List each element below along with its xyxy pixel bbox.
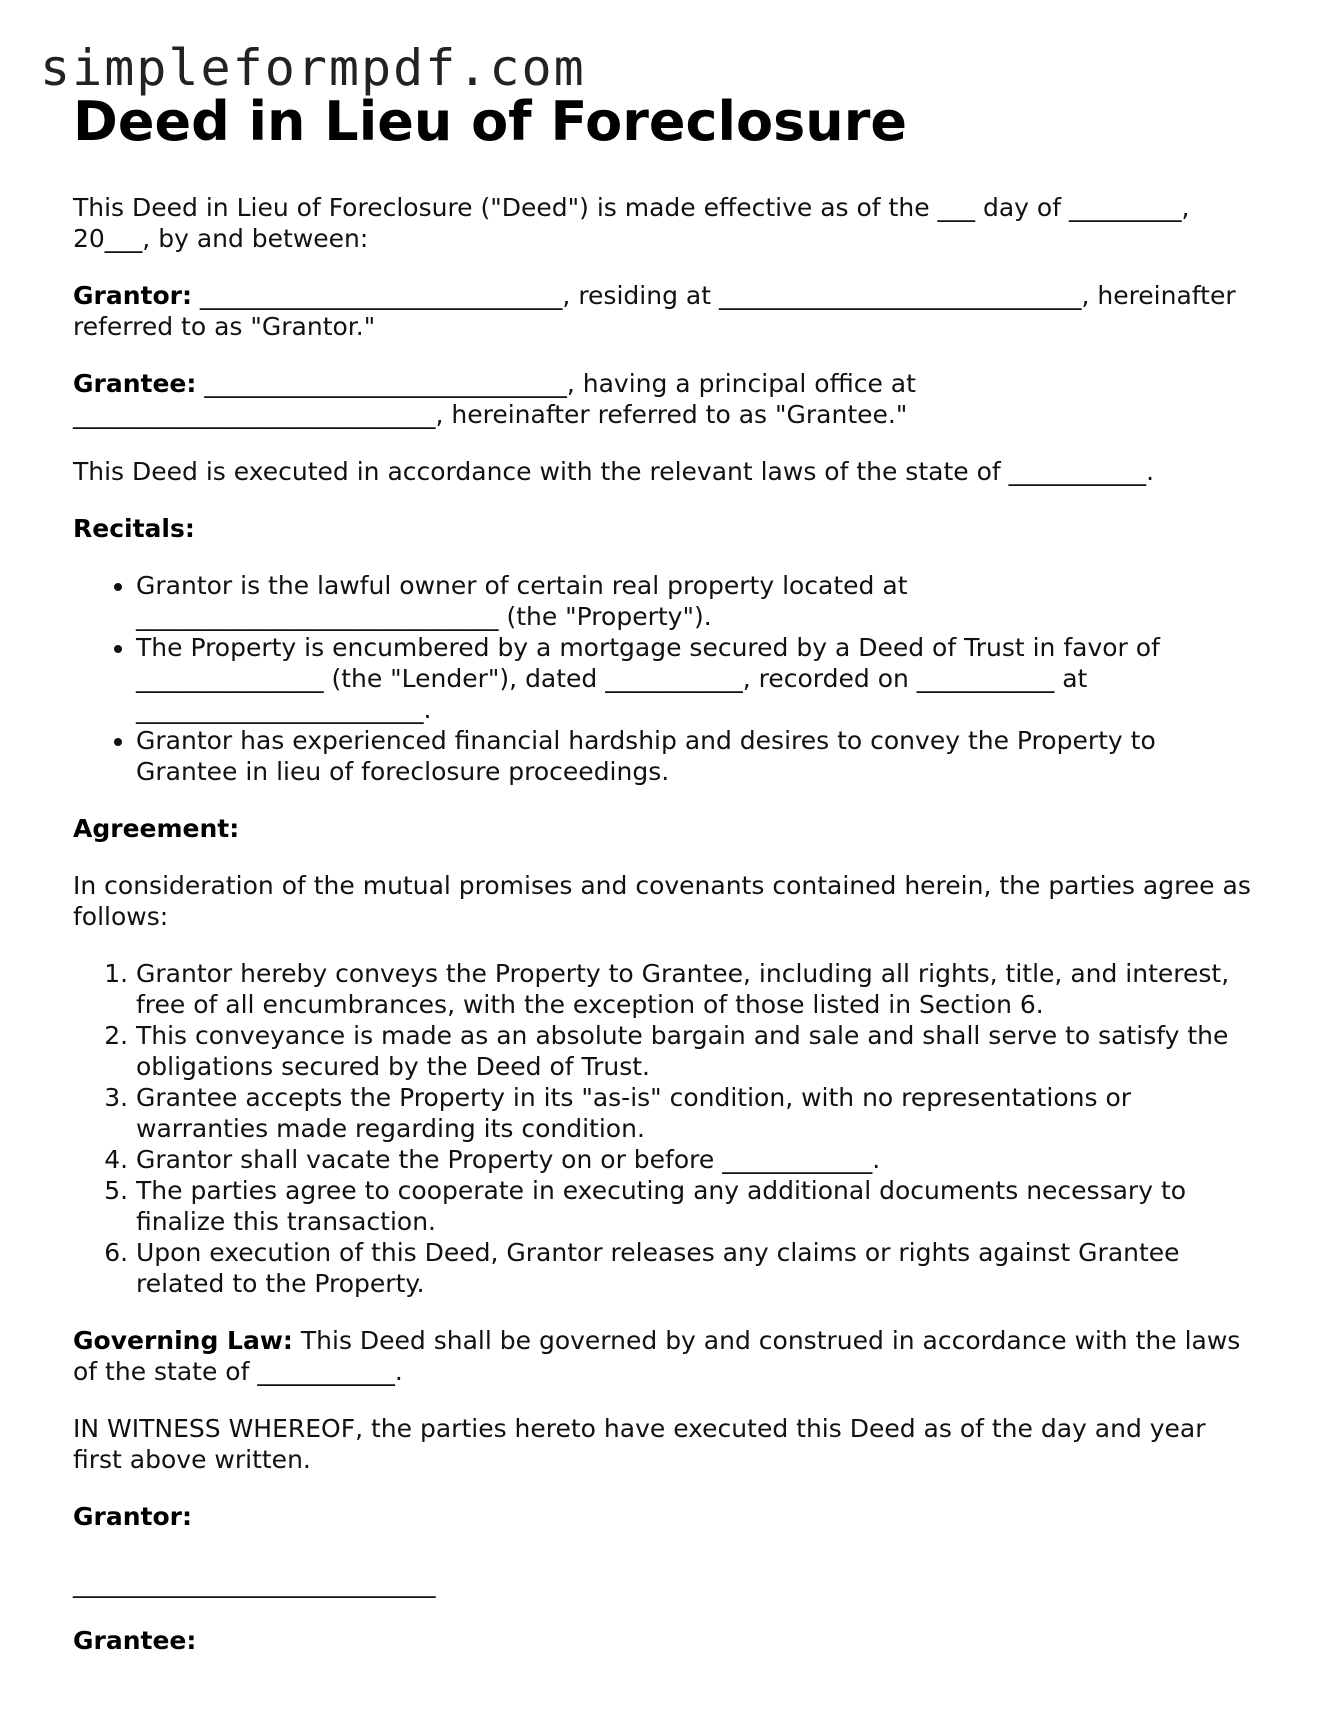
- grantee-signature-label: Grantee:: [73, 1626, 197, 1655]
- agreement-heading: Agreement:: [73, 814, 240, 843]
- governing-law-paragraph: [73, 1325, 1253, 1387]
- agreement-item: 1. Grantor hereby conveys the Property to Grantee, including all rights, title, and interest, free of all encumbrances, with the exception of those listed in Section 6.: [136, 958, 1253, 1020]
- grantor-signature-label: Grantor:: [73, 1502, 192, 1531]
- laws-statement: This Deed is executed in accordance with the relevant laws of the state of ___________.: [73, 457, 1155, 486]
- agreement-item: 6. Upon execution of this Deed, Grantor releases any claims or rights against Grantee related to the Property.: [136, 1237, 1253, 1299]
- agreement-item: 2. This conveyance is made as an absolute bargain and sale and shall serve to satisfy the obligations secured by the Deed of Trust.: [136, 1020, 1253, 1082]
- grantee-label: Grantee:: [73, 369, 197, 398]
- document-body: [73, 90, 1253, 1682]
- recital-item: • Grantor is the lawful owner of certain real property located at _____________________________ (the "Property").: [136, 570, 1253, 632]
- witness-paragraph: IN WITNESS WHEREOF, the parties hereto have executed this Deed as of the day and year first above written.: [73, 1414, 1206, 1474]
- grantee-text: _____________________________, having a principal office at _____________________________, hereinafter referred to as "Grantee.": [73, 369, 916, 429]
- agreement-list: [73, 958, 1253, 1299]
- governing-law-label: Governing Law:: [73, 1326, 293, 1355]
- grantor-signature-line: _____________________________: [73, 1569, 436, 1598]
- grantor-text: _____________________________, residing at _____________________________, hereinafter referred to as "Grantor.": [73, 281, 1236, 341]
- governing-law-text: This Deed shall be governed by and construed in accordance with the laws of the state of ___________.: [73, 1326, 1241, 1386]
- grantor-paragraph: [73, 280, 1253, 342]
- recital-item: • The Property is encumbered by a mortgage secured by a Deed of Trust in favor of _______________ (the "Lender"), dated ___________, recorded on ___________ at _______________________.: [136, 632, 1253, 725]
- intro-paragraph: This Deed in Lieu of Foreclosure ("Deed") is made effective as of the ___ day of _________, 20___, by and between:: [73, 193, 1190, 253]
- grantor-label: Grantor:: [73, 281, 192, 310]
- grantee-paragraph: [73, 368, 1253, 430]
- recitals-heading: Recitals:: [73, 514, 195, 543]
- document-title: Deed in Lieu of Foreclosure: [73, 90, 907, 153]
- agreement-item: 3. Grantee accepts the Property in its "as-is" condition, with no representations or warranties made regarding its condition.: [136, 1082, 1253, 1144]
- agreement-item: 4. Grantor shall vacate the Property on or before ____________.: [136, 1144, 1253, 1175]
- agreement-intro: In consideration of the mutual promises and covenants contained herein, the parties agree as follows:: [73, 871, 1251, 931]
- recital-item: • Grantor has experienced financial hardship and desires to convey the Property to Grantee in lieu of foreclosure proceedings.: [136, 725, 1253, 787]
- watermark: simpleformpdf.com: [40, 39, 586, 97]
- recitals-list: [73, 570, 1253, 787]
- agreement-item: 5. The parties agree to cooperate in executing any additional documents necessary to finalize this transaction.: [136, 1175, 1253, 1237]
